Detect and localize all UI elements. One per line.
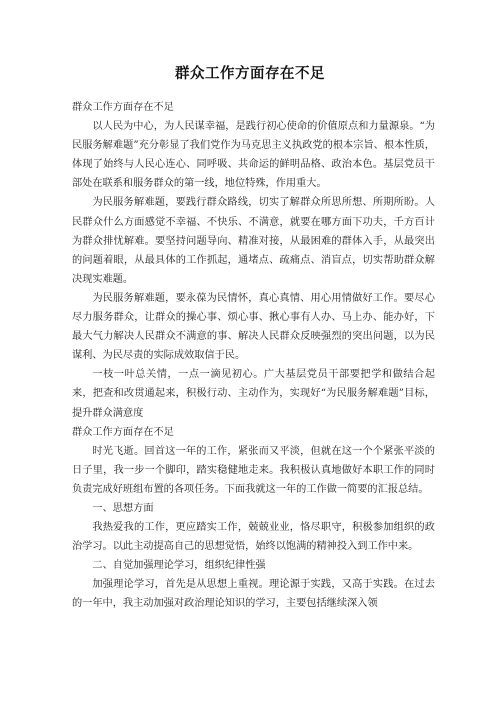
paragraph: 以人民为中心，为人民谋幸福，是践行初心使命的价值原点和力量源泉。“为民服务解难题”充分彰显了我们党作为马克思主义执政党的根本宗旨、根本性质，体现了始终与人民心连心、同呼吸、共命运的鲜明品格、政治本色。基层党员干部处在联系和服务群众的第一线，地位特殊，作用重大。: [72, 121, 435, 190]
document-body: [72, 98, 435, 614]
paragraph: 时光飞逝。回首这一年的工作，紧张而又平淡，但就在这一个个紧张平淡的日子里，我一步一个脚印，踏实稳健地走来。我积极认真地做好本职工作的同时负责完成好班组布置的各项任务。下面我就这一年的工作做一简要的汇报总结。: [72, 445, 435, 495]
paragraph: 为民服务解难题，要永葆为民情怀，真心真情、用心用情做好工作。要尽心尽力服务群众，让群众的操心事、烦心事、揪心事有人办、马上办、能办好，下最大气力解决人民群众不满意的事、解决人民群众反映强烈的突出问题，以为民谋利、为民尽责的实际成效取信于民。: [72, 292, 435, 362]
section-heading: 一、思想方面: [92, 502, 154, 514]
section-heading: 二、自觉加强理论学习，组织纪律性强: [92, 560, 266, 572]
paragraph: 一枝一叶总关情，一点一滴见初心。广大基层党员干部要把学和做结合起来，把查和改贯通起来，积极行动、主动作为，实现好“为民服务解难题”目标，提升群众满意度: [72, 369, 435, 419]
paragraph: 我热爱我的工作，更应踏实工作，兢兢业业，恪尽职守，积极参加组织的政治学习。以此主动提高自己的思想觉悟，始终以饱满的精神投入到工作中来。: [72, 522, 435, 553]
paragraph: 群众工作方面存在不足: [72, 426, 174, 438]
paragraph: 为民服务解难题，要践行群众路线，切实了解群众所思所想、所期所盼。人民群众什么方面感觉不幸福、不快乐、不满意，就要在哪方面下功夫，千方百计为群众排忧解难。要坚持问题导向、精准对接，从最困难的群体入手，从最突出的问题着眼，从最具体的工作抓起，通堵点、疏痛点、消盲点，切实帮助群众解决现实难题。: [72, 197, 435, 285]
page-title: 群众工作方面存在不足: [175, 66, 325, 82]
paragraph: 群众工作方面存在不足: [72, 102, 174, 113]
paragraph: 加强理论学习，首先是从思想上重视。理论源于实践，又高于实践。在过去的一年中，我主动加强对政治理论知识的学习，主要包括继续深入领: [72, 579, 435, 610]
